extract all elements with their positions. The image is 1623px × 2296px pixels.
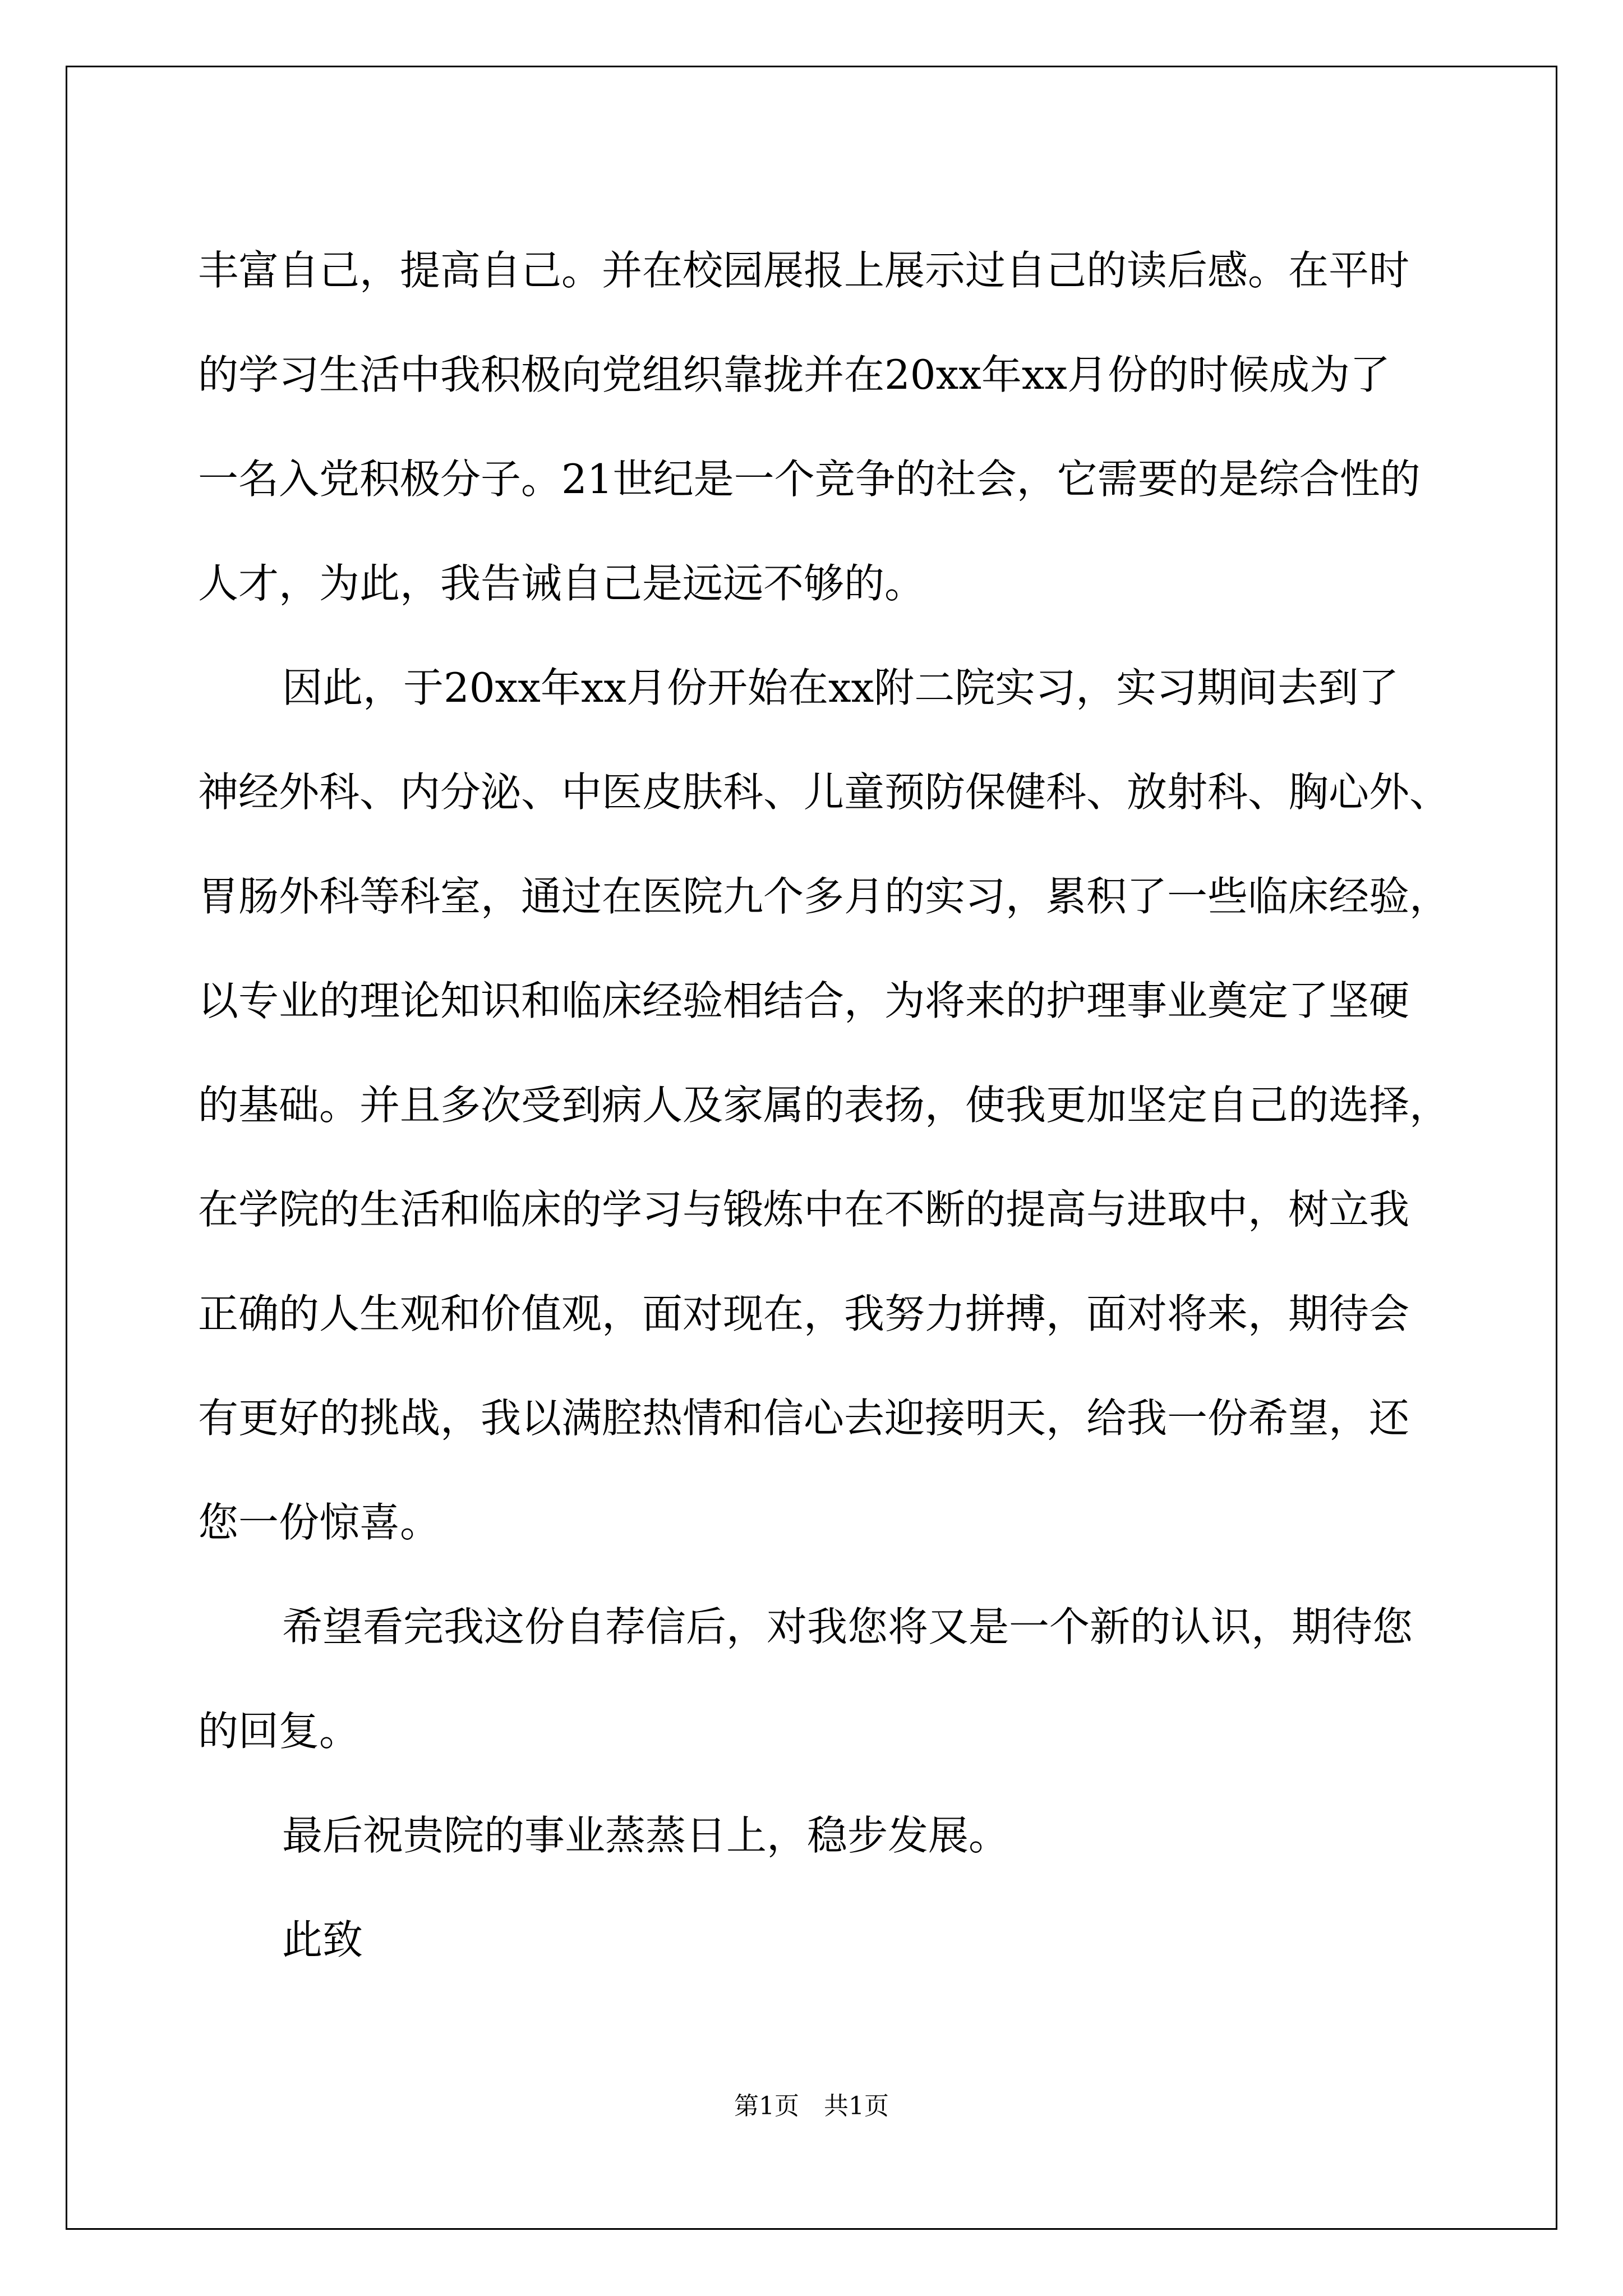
text-line: 因此，于20xx年xx月份开始在xx附二院实习，实习期间去到了 (282, 664, 1399, 711)
text-line: 人才，为此，我告诫自己是远远不够的。 (198, 560, 925, 607)
text-line: 的学习生活中我积极向党组织靠拢并在20xx年xx月份的时候成为了 (198, 351, 1391, 398)
text-line: 胃肠外科等科室，通过在医院九个多月的实习，累积了一些临床经验， (198, 873, 1450, 920)
letter-body (198, 218, 1450, 1992)
text-line: 有更好的挑战，我以满腔热情和信心去迎接明天，给我一份希望，还 (198, 1395, 1410, 1442)
text-line: 最后祝贵院的事业蒸蒸日上，稳步发展。 (282, 1812, 1009, 1859)
text-line: 丰富自己，提高自己。并在校园展报上展示过自己的读后感。在平时 (198, 247, 1410, 294)
text-line: 一名入党积极分子。21世纪是一个竞争的社会，它需要的是综合性的 (198, 455, 1421, 503)
text-line: 您一份惊喜。 (198, 1499, 441, 1546)
text-line: 的基础。并且多次受到病人及家属的表扬，使我更加坚定自己的选择， (198, 1082, 1450, 1129)
text-line: 正确的人生观和价值观，面对现在，我努力拼搏，面对将来，期待会 (198, 1290, 1410, 1337)
text-line: 的回复。 (198, 1708, 360, 1755)
text-line: 神经外科、内分泌、中医皮肤科、儿童预防保健科、放射科、胸心外、 (198, 769, 1450, 816)
closing-line: 此致 (282, 1916, 363, 1963)
text-line: 希望看完我这份自荐信后，对我您将又是一个新的认识，期待您 (282, 1603, 1413, 1650)
text-line: 以专业的理论知识和临床经验相结合，为将来的护理事业奠定了坚硬 (198, 977, 1410, 1024)
page-number: 第1页 共1页 (734, 2092, 889, 2120)
text-line: 在学院的生活和临床的学习与锻炼中在不断的提高与进取中，树立我 (198, 1186, 1410, 1233)
